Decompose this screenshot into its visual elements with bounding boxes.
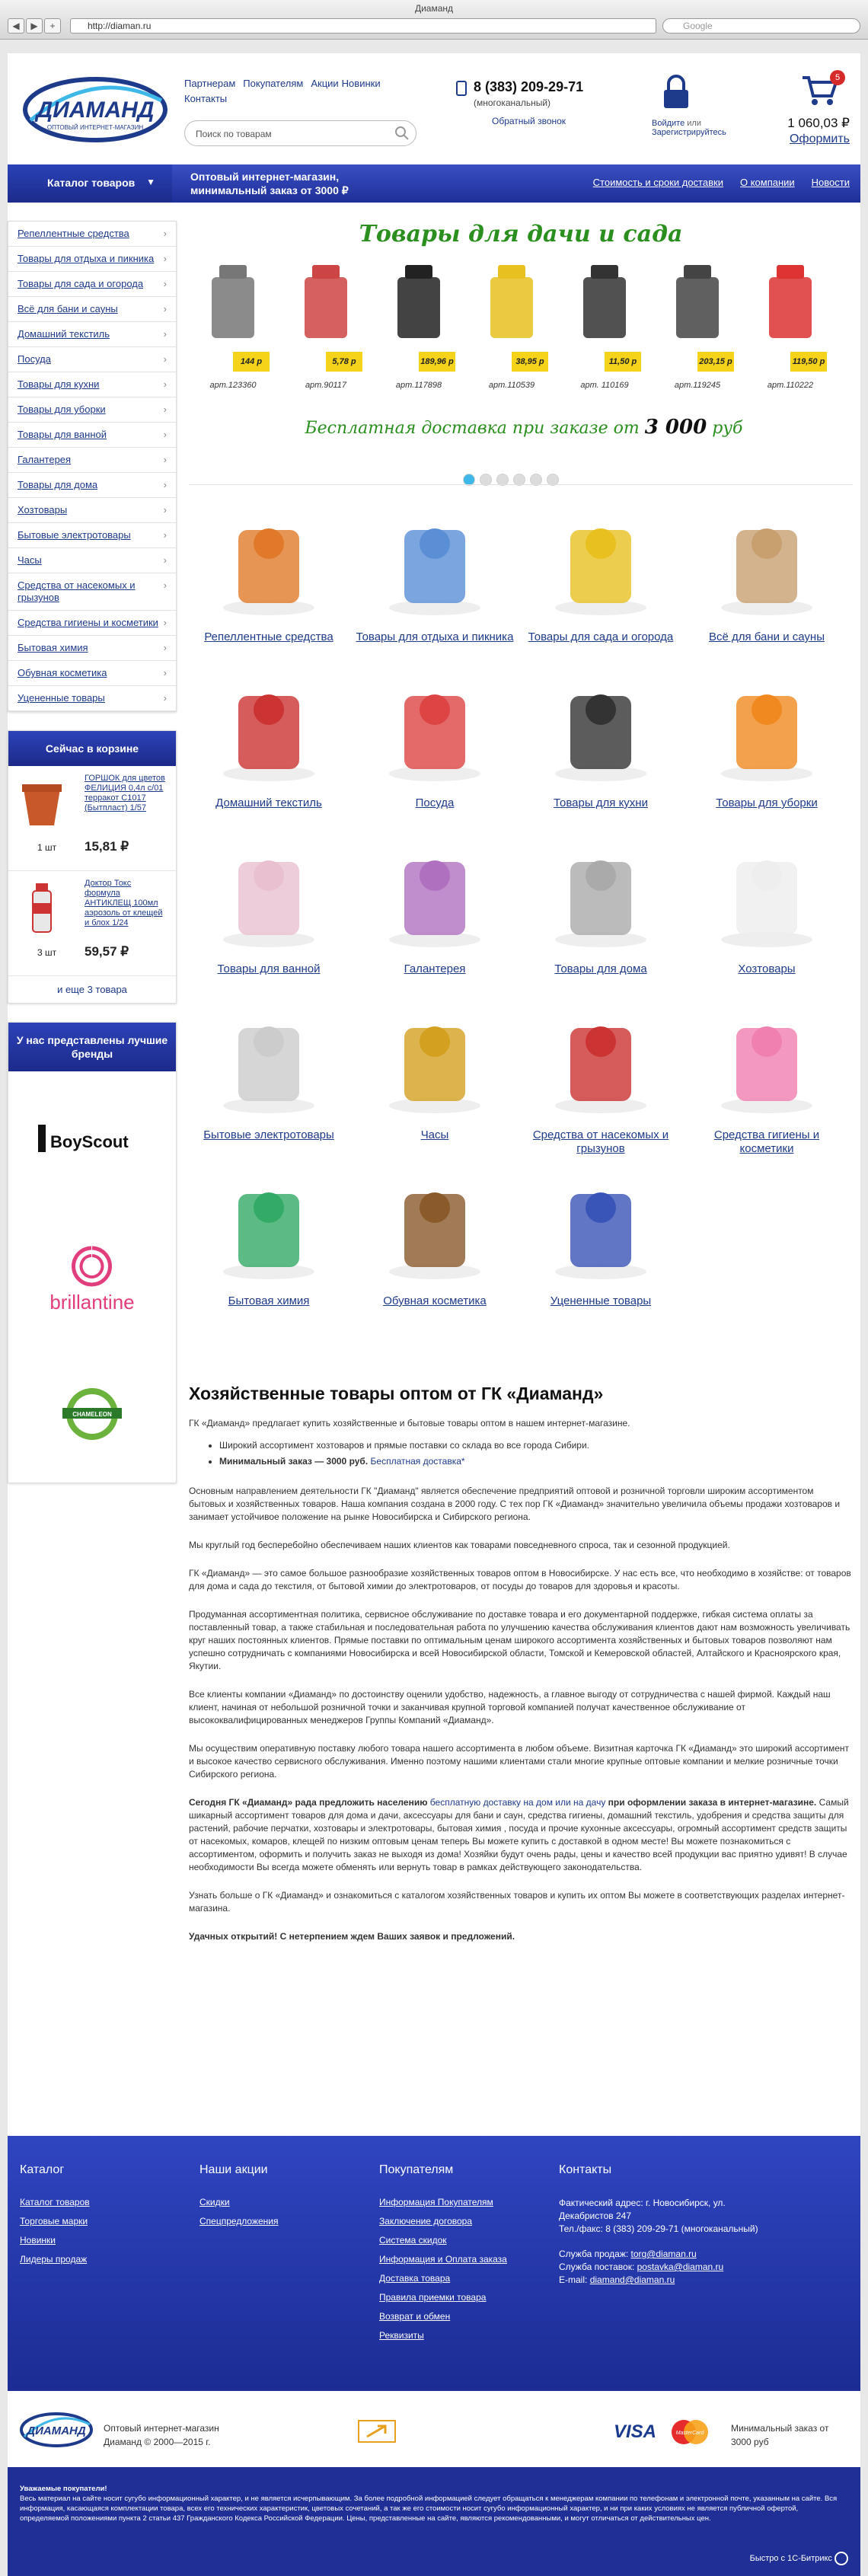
- footer-col-title: Покупателям: [379, 2163, 454, 2176]
- nav-buyers[interactable]: Покупателям: [243, 78, 304, 89]
- category-label[interactable]: Домашний текстиль: [215, 796, 322, 809]
- disclaimer-text: Весь материал на сайте носит сугубо информационный характер, и не является исчерпывающим. За более подробной информацией следует обращаться к менеджерам компании по телефонам и электронной почте, указанным на сайте. Вся информация, касающаяся комплектации товара, всех его технических характеристик, цветовых сочетаний, а так же его стоимости носит сугубо информационный характер, и ни при каких условиях не является публичной офертой, определяемой положениями пункта 2 статьи 437 Гражданского Кодекса Российской Федерации. Цены, представленные на сайте, являются рекомендованными, и могут отличаться от действительных цен.: [20, 2495, 838, 2523]
- article-para: Сегодня ГК «Диаманд» рада предложить населению бесплатную доставку на дом или на дачу при оформлении заказа в интернет-магазине. Самый шикарный ассортимент товаров для дома и дачи, аксессуары для бани и саун, средства гигиены, домашний текстиль, удобрения и средства защиты для растений, рабочие перчатки, хозтовары и электротовары, бытовая химия , посуда и прочие кухонные аксессуары, огромный ассортимент средств защиты от насекомых, комаров, клещей по низким оптовым ценам теперь Вы можете купить с доставкой в одном месте! Вы можете познакомиться с ассортиментом, оформить и получить заказ не выходя из дома! Хозяйки будут очень рады, цены и качество всей продукции вас приятно удивят! В случае необходимости Вы всегда можете обменять или вернуть товар в рамках действующего законодательства.: [189, 1797, 849, 1872]
- category-image: [378, 1005, 492, 1119]
- product-price-tag: 38,95 р: [512, 352, 548, 372]
- cart-item-name[interactable]: ГОРШОК для цветов ФЕЛИЦИЯ 0,4л с/01 терракот С1017 (Бытпласт) 1/57: [85, 774, 165, 812]
- category-label[interactable]: Уцененные товары: [550, 1294, 652, 1307]
- sidebar-category[interactable]: Товары для уборки ›: [8, 397, 176, 423]
- bar-slogan: [190, 170, 349, 197]
- or-text: или: [687, 119, 701, 128]
- sidebar-category[interactable]: Бытовая химия ›: [8, 636, 176, 661]
- nav-promo[interactable]: Акции: [311, 78, 339, 89]
- category-tile[interactable]: [521, 673, 681, 833]
- news-link[interactable]: Новости: [811, 177, 850, 188]
- sales-email[interactable]: torg@diaman.ru: [630, 2249, 697, 2259]
- footer-link[interactable]: Реквизиты: [379, 2330, 424, 2341]
- category-image: [212, 839, 326, 953]
- product-article: арт.110539: [488, 381, 535, 390]
- category-tile[interactable]: [189, 1171, 349, 1331]
- category-image: [710, 1005, 824, 1119]
- footer-email: E-mail: diamand@diaman.ru: [559, 2274, 675, 2285]
- footer-link[interactable]: Каталог товаров: [20, 2197, 90, 2207]
- visa-logo: VISA: [614, 2421, 657, 2442]
- brand-brillantine[interactable]: [8, 1208, 176, 1345]
- footer-logo[interactable]: [20, 2411, 93, 2449]
- footer-col-title: Контакты: [559, 2163, 612, 2176]
- cart-box: [8, 730, 177, 1004]
- slogan-line1: Оптовый интернет-магазин,: [190, 171, 340, 183]
- cart-item-price: 59,57 ₽: [85, 944, 129, 959]
- arrow-badge-icon[interactable]: [358, 2420, 396, 2443]
- category-label[interactable]: Товары для отдыха и пикника: [356, 630, 514, 643]
- article-para: Мы круглый год бесперебойно обеспечиваем наших клиентов как товарами повседневного спроса, так и сезонной продукцией.: [189, 1540, 730, 1550]
- logo-sub: ОПТОВЫЙ ИНТЕРНЕТ-МАГАЗИН: [46, 124, 144, 131]
- product-article: арт.119245: [674, 381, 721, 390]
- banner-title: Товары для дачи и сада: [359, 221, 683, 247]
- bottom-bar: [8, 2391, 860, 2467]
- mastercard-logo: [667, 2417, 713, 2447]
- category-label[interactable]: Посуда: [415, 796, 455, 809]
- category-tile[interactable]: [521, 839, 681, 999]
- delivery-sum: 3 000: [644, 416, 707, 439]
- sidebar-category[interactable]: Товары для дома ›: [8, 473, 176, 498]
- sidebar-category[interactable]: Товары для кухни ›: [8, 372, 176, 397]
- category-tile[interactable]: [687, 839, 847, 999]
- logo-text: ДИАМАНД: [36, 97, 155, 123]
- category-image: [544, 1171, 658, 1285]
- svg-text:ДИАМАНД: ДИАМАНД: [27, 2424, 86, 2437]
- browser-nav: [8, 18, 61, 34]
- footer-link[interactable]: Лидеры продаж: [20, 2254, 88, 2265]
- category-tile[interactable]: [521, 507, 681, 667]
- category-label[interactable]: Репеллентные средства: [204, 630, 333, 643]
- catalog-button[interactable]: [8, 164, 172, 203]
- category-image: [544, 839, 658, 953]
- article-bullets: [219, 1439, 853, 1468]
- home-delivery-link[interactable]: бесплатную доставку на дом или на дачу: [429, 1797, 606, 1808]
- aerosol-image: [19, 880, 65, 934]
- sidebar-category[interactable]: Обувная косметика ›: [8, 661, 176, 686]
- article-para: Основным направлением деятельности ГК "Диаманд" является обеспечение предприятий оптовой и розничной торговли широким ассортиментом бытовых и хозяйственных товаров. Наша компания создана в 2000 году. С тех пор ГК «Диаманд» значительно увеличила объемы продажи хозтоваров и занимает устойчивое положение на рынке Новосибирска и Сибирского региона.: [189, 1486, 841, 1522]
- category-tile[interactable]: [687, 507, 847, 667]
- product-price-tag: 189,96 р: [419, 352, 455, 372]
- cart-sum: 1 060,03 ₽: [787, 116, 850, 130]
- phone-icon: [455, 81, 468, 96]
- footer-contacts: [559, 2163, 764, 2287]
- category-label[interactable]: Товары для сада и огорода: [528, 630, 674, 643]
- footer: [8, 2136, 860, 2391]
- article-title: Хозяйственные товары оптом от ГК «Диаманд»: [189, 1384, 604, 1403]
- sidebar-category[interactable]: Посуда ›: [8, 347, 176, 372]
- footer-link[interactable]: Скидки: [199, 2197, 230, 2207]
- promo-banner[interactable]: [189, 221, 853, 449]
- nav-partners[interactable]: Партнерам: [184, 78, 236, 89]
- category-image: [378, 673, 492, 787]
- svg-text:CHAMELEON: CHAMELEON: [72, 1411, 112, 1418]
- footer-link[interactable]: Доставка товара: [379, 2273, 451, 2284]
- footer-link[interactable]: Заключение договора: [379, 2216, 473, 2226]
- category-label[interactable]: Хозтовары: [738, 962, 796, 975]
- nav-contacts[interactable]: Контакты: [184, 93, 228, 104]
- article-para: ГК «Диаманд» — это самое большое разнообразие хозяйственных товаров оптом в Новосибирске. У нас есть все, что необходимо в хозяйстве: от товаров для дома и сада до текстиля, от бытовой химии до электротоваров, от посуды до товаров для здоровья и красоты.: [189, 1568, 851, 1591]
- category-image: [710, 507, 824, 621]
- footer-sales: Служба продаж: torg@diaman.ru: [559, 2249, 697, 2259]
- search-input[interactable]: [184, 120, 416, 146]
- forward-icon[interactable]: ▶: [26, 18, 43, 34]
- footer-col-title: Наши акции: [199, 2163, 268, 2176]
- banner-product[interactable]: [288, 254, 364, 407]
- copyright: Оптовый интернет-магазин Диаманд © 2000—2015 г.: [104, 2423, 219, 2447]
- cart-item-name[interactable]: Доктор Токс формула АНТИКЛЕЩ 100мл аэрозоль от клещей и блох 1/24: [85, 879, 163, 927]
- sidebar-category[interactable]: Товары для сада и огорода ›: [8, 272, 176, 297]
- product-article: арт. 110169: [580, 381, 629, 390]
- callback-link[interactable]: Обратный звонок: [492, 116, 566, 126]
- phone-note: (многоканальный): [474, 97, 551, 108]
- sidebar-category[interactable]: Галантерея ›: [8, 448, 176, 473]
- footer-tel: Тел./факс: 8 (383) 209-29-71 (многоканальный): [559, 2223, 758, 2234]
- category-image: [710, 839, 824, 953]
- svg-text:BoyScout: BoyScout: [50, 1132, 129, 1151]
- article: [189, 1384, 853, 1958]
- sidebar-category[interactable]: Средства гигиены и косметики ›: [8, 611, 176, 636]
- category-tile[interactable]: [355, 507, 515, 667]
- sidebar-category[interactable]: Бытовые электротовары ›: [8, 523, 176, 548]
- footer-col-title: Каталог: [20, 2163, 65, 2176]
- catalog-label: Каталог товаров: [47, 177, 136, 189]
- svg-text:brillantine: brillantine: [49, 1291, 135, 1314]
- article-intro: ГК «Диаманд» предлагает купить хозяйственные и бытовые товары оптом в нашем интернет-магазине.: [189, 1418, 630, 1428]
- disclaimer: [8, 2467, 860, 2576]
- category-label[interactable]: Галантерея: [404, 962, 466, 975]
- sidebar-category[interactable]: Домашний текстиль ›: [8, 322, 176, 347]
- main-menu-bar: [8, 164, 860, 203]
- login-block: [652, 119, 726, 137]
- category-tile[interactable]: [687, 1005, 847, 1165]
- footer-supply: Служба поставок: postavka@diaman.ru: [559, 2262, 724, 2272]
- disclaimer-title: Уважаемые покупатели!: [20, 2485, 107, 2493]
- delivery-link[interactable]: Стоимость и сроки доставки: [592, 177, 723, 188]
- category-image: [378, 1171, 492, 1285]
- cart-box-title: Сейчас в корзине: [8, 731, 176, 766]
- category-tile[interactable]: [189, 1005, 349, 1165]
- cart-item-qty: 1 шт: [37, 842, 57, 853]
- product-price-tag: 5,78 р: [326, 352, 362, 372]
- footer-link[interactable]: Новинки: [20, 2235, 56, 2246]
- sidebar-category[interactable]: Уцененные товары ›: [8, 686, 176, 711]
- stool-image: [573, 254, 637, 346]
- category-image: [710, 673, 824, 787]
- sidebar-category[interactable]: Средства от насекомых и грызунов ›: [8, 573, 176, 611]
- category-list: [8, 221, 177, 712]
- article-para: Узнать больше о ГК «Диаманд» и ознакомиться с каталогом хозяйственных товаров и купить их оптом Вы можете в соответствующих разделах интернет-магазина.: [189, 1890, 845, 1914]
- phone-number: 8 (383) 209-29-71: [474, 79, 584, 94]
- window-title: Диаманд: [414, 3, 454, 14]
- category-tile[interactable]: [355, 839, 515, 999]
- product-article: арт.117898: [395, 381, 442, 390]
- boyscout-logo: [35, 1117, 149, 1163]
- cart-more-link[interactable]: и еще 3 товара: [57, 984, 127, 995]
- footer-link[interactable]: Правила приемки товара: [379, 2292, 487, 2303]
- footer-link[interactable]: Информация Покупателям: [379, 2197, 493, 2207]
- banner-product[interactable]: [566, 254, 643, 407]
- nav-new[interactable]: Новинки: [341, 78, 381, 89]
- category-image: [544, 1005, 658, 1119]
- sidebar-category[interactable]: Всё для бани и сауны ›: [8, 297, 176, 322]
- banner-product[interactable]: [474, 254, 550, 407]
- tape-image: [480, 254, 544, 346]
- category-image: [212, 673, 326, 787]
- cart-item: [8, 871, 176, 976]
- free-delivery-link[interactable]: Бесплатная доставка*: [370, 1456, 465, 1467]
- category-label[interactable]: Товары для дома: [554, 962, 647, 975]
- footer-link[interactable]: Система скидок: [379, 2235, 447, 2246]
- category-image: [212, 1005, 326, 1119]
- order-link[interactable]: Оформить: [789, 132, 850, 145]
- category-image: [212, 507, 326, 621]
- category-tile[interactable]: [687, 673, 847, 833]
- new-tab-icon[interactable]: +: [44, 18, 61, 34]
- category-label[interactable]: Товары для уборки: [716, 796, 818, 809]
- footer-catalog: [20, 2163, 90, 2273]
- category-image: [378, 507, 492, 621]
- footer-buyers: [379, 2163, 507, 2349]
- register-link[interactable]: Зарегистрируйтесь: [652, 128, 726, 137]
- product-article: арт.110222: [767, 381, 814, 390]
- sidebar-category[interactable]: Товары для ванной ›: [8, 423, 176, 448]
- chameleon-logo: [58, 1384, 126, 1444]
- article-para: Мы осуществим оперативную поставку любого товара нашего ассортимента в любом объеме. Визитная карточка ГК «Диаманд» это широкий ассортимент и высокое качество сервисного обслуживания. Именно поэтому нашими клиентами стали многие крупные оптовые компании и мелкие розничные точки Сибирского региона.: [189, 1743, 850, 1780]
- footer-link[interactable]: Спецпредложения: [199, 2216, 279, 2226]
- product-price-tag: 203,15 р: [697, 352, 734, 372]
- banner-product[interactable]: [659, 254, 736, 407]
- article-para: Все клиенты компании «Диаманд» по достоинству оценили удобство, надежность, а главное выгоду от сотрудничества с нашей фирмой. Каждый наш клиент, начиная от небольшой розничной точки и заканчивая крупной торговой компанией получат качественное обслуживание от высококвалифицированных менеджеров Группы Компаний «Диаманд».: [189, 1689, 831, 1725]
- banner-delivery: Бесплатная доставка при заказе от 3 000 руб: [305, 416, 743, 439]
- category-image: [212, 1171, 326, 1285]
- svg-text:MasterCard: MasterCard: [675, 2431, 704, 2436]
- category-tile[interactable]: [189, 673, 349, 833]
- browser-chrome: [0, 0, 868, 40]
- category-image: [544, 673, 658, 787]
- category-label[interactable]: Средства гигиены и косметики: [713, 1128, 820, 1155]
- bitrix-icon: [834, 2552, 848, 2565]
- product-article: арт.123360: [209, 381, 257, 390]
- category-image: [378, 839, 492, 953]
- logo[interactable]: [23, 75, 168, 143]
- top-nav: [184, 76, 413, 107]
- chair-image: [665, 254, 729, 346]
- brand-boyscout[interactable]: [8, 1071, 176, 1208]
- bag-image: [294, 254, 358, 346]
- bitrix-badge[interactable]: Быстро с 1С-Битрикс: [750, 2552, 848, 2565]
- category-tile[interactable]: [355, 1005, 515, 1165]
- about-link[interactable]: О компании: [739, 177, 795, 188]
- banner-product[interactable]: [195, 254, 271, 407]
- cart-item-qty: 3 шт: [37, 947, 57, 958]
- banner-product[interactable]: [752, 254, 828, 407]
- sidebar-category[interactable]: Хозтовары ›: [8, 498, 176, 523]
- flowerpot-image: [19, 775, 65, 828]
- cart-count-badge: 5: [830, 70, 845, 85]
- min-order-note: Минимальный заказ от 3000 руб: [731, 2423, 829, 2447]
- cart-item-price: 15,81 ₽: [85, 839, 129, 854]
- sidebar-category[interactable]: Репеллентные средства ›: [8, 222, 176, 247]
- browser-search[interactable]: Google: [662, 18, 860, 34]
- category-tile[interactable]: [521, 1171, 681, 1331]
- address-bar[interactable]: http://diaman.ru: [70, 18, 656, 34]
- footer-link[interactable]: Возврат и обмен: [379, 2311, 451, 2322]
- slogan-line2: минимальный заказ от 3000 ₽: [190, 184, 349, 196]
- category-label[interactable]: Товары для кухни: [554, 796, 648, 809]
- login-link[interactable]: Войдите: [652, 119, 685, 128]
- search-icon[interactable]: [394, 126, 410, 141]
- category-tile[interactable]: [355, 1171, 515, 1331]
- bullet: • Широкий ассортимент хозтоваров и прямые поставки со склада во все города Сибири.: [219, 1439, 853, 1452]
- category-tile[interactable]: [189, 507, 349, 667]
- chevron-down-icon: ▼: [146, 177, 155, 187]
- footer-address: Фактический адрес: г. Новосибирск, ул. Декабристов 247: [559, 2198, 726, 2221]
- main-email[interactable]: diamand@diaman.ru: [589, 2274, 675, 2285]
- lock-icon: [662, 75, 690, 108]
- grill-image: [201, 254, 265, 346]
- product-price-tag: 144 р: [233, 352, 270, 372]
- category-label[interactable]: Товары для ванной: [217, 962, 321, 975]
- cart-item: [8, 766, 176, 871]
- category-label[interactable]: Часы: [420, 1128, 449, 1141]
- bullet: • Минимальный заказ — 3000 руб. Бесплатная доставка*: [219, 1455, 853, 1468]
- category-tile[interactable]: [521, 1005, 681, 1165]
- back-icon[interactable]: ◀: [8, 18, 24, 34]
- category-tile[interactable]: [189, 839, 349, 999]
- brands-title: У нас представлены лучшие бренды: [8, 1023, 176, 1071]
- category-label[interactable]: Средства от насекомых и грызунов: [532, 1128, 669, 1155]
- article-closing: Удачных открытий! С нетерпением ждем Ваших заявок и предложений.: [189, 1931, 515, 1942]
- banner-product[interactable]: [381, 254, 457, 407]
- kettle-image: [387, 254, 451, 346]
- product-article: арт.90117: [305, 381, 347, 390]
- search-placeholder: Поиск по товарам: [196, 129, 272, 139]
- supply-email[interactable]: postavka@diaman.ru: [637, 2262, 724, 2272]
- footer-promo: [199, 2163, 279, 2235]
- divider: [189, 484, 853, 485]
- product-price-tag: 119,50 р: [790, 352, 827, 372]
- category-image: [544, 507, 658, 621]
- category-tile[interactable]: [355, 673, 515, 833]
- sidebar-category[interactable]: Часы ›: [8, 548, 176, 573]
- sidebar: [8, 221, 177, 1483]
- brands-box: [8, 1022, 177, 1483]
- footer-link[interactable]: Информация и Оплата заказа: [379, 2254, 507, 2265]
- can-image: [758, 254, 822, 346]
- brand-chameleon[interactable]: [8, 1345, 176, 1483]
- category-label[interactable]: Бытовые электротовары: [203, 1128, 334, 1141]
- footer-link[interactable]: Торговые марки: [20, 2216, 88, 2226]
- category-label[interactable]: Всё для бани и сауны: [708, 630, 825, 643]
- product-price-tag: 11,50 р: [605, 352, 641, 372]
- brillantine-logo: [27, 1239, 157, 1315]
- sidebar-category[interactable]: Товары для отдыха и пикника ›: [8, 247, 176, 272]
- article-para: Продуманная ассортиментная политика, сервисное обслуживание по доставке товара и его документарной поддержке, гибкая система оплаты за поставленный товар, а также стабильная и последовательная работа по улучшению качества обслуживания клиентов дают нам возможность увеличивать круг наших постоянных клиентов. Прямые поставки по оптимальным ценам широкого ассортимента хозяйственных и бытовых товаров позволяют нам успешно сотрудничать с компаниями Новосибирска и всей Новосибирской области, Томской и Кемеровской областей, Алтайского и Красноярского края, Якутии.: [189, 1609, 850, 1671]
- category-label[interactable]: Обувная косметика: [383, 1294, 487, 1307]
- bar-links: [576, 177, 850, 188]
- page: [8, 53, 860, 2576]
- category-label[interactable]: Бытовая химия: [228, 1294, 310, 1307]
